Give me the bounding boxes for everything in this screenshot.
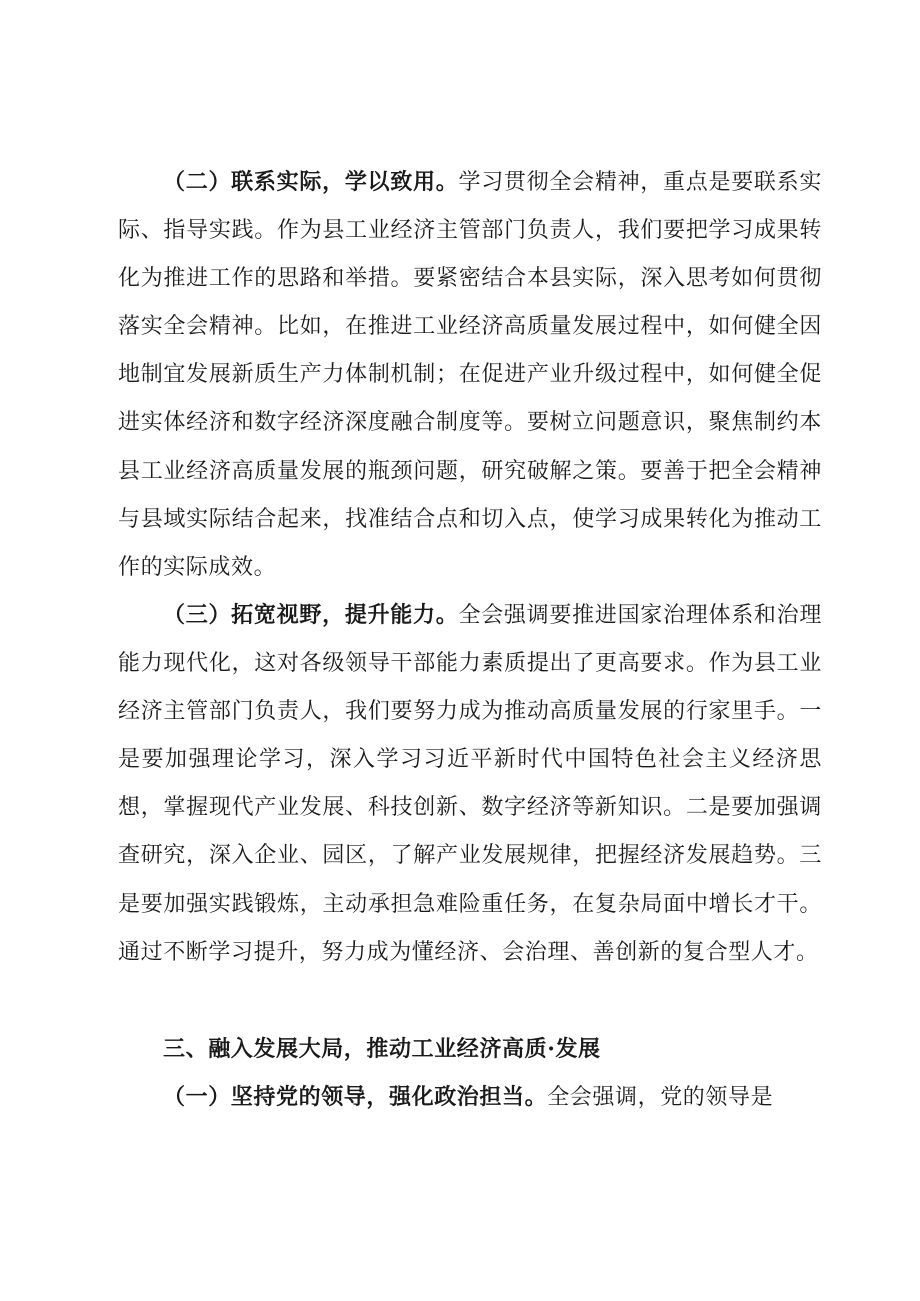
paragraph-link-to-practice: [118, 158, 822, 592]
paragraph-body-text: 全会强调，党的领导是: [547, 1085, 774, 1110]
paragraph-lead-heading: （一）坚持党的领导，强化政治担当。: [163, 1084, 548, 1110]
paragraph-lead-heading: （二）联系实际，学以致用。: [163, 169, 459, 195]
paragraph-party-leadership: [118, 1073, 822, 1122]
paragraph-body-text: 全会强调要推进国家治理体系和治理能力现代化，这对各级领导干部能力素质提出了更高要求。作为县工业经济主管部门负责人，我们要努力成为推动高质量发展的行家里手。一是要加强理论学习，深入学习习近平新时代中国特色社会主义经济思想，掌握现代产业发展、科技创新、数字经济等新知识。二是要加强调查研究，深入企业、园区，了解产业发展规律，把握经济发展趋势。三是要加强实践锻炼，主动承担急难险重任务，在复杂局面中增长才干。通过不断学习提升，努力成为懂经济、会治理、善创新的复合型人才。: [118, 603, 822, 965]
section-heading: 三、融入发展大局，推动工业经济高质·发展: [163, 1036, 601, 1062]
paragraph-broaden-horizons: [118, 591, 822, 977]
paragraph-lead-heading: （三）拓宽视野，提升能力。: [163, 602, 459, 628]
paragraph-body-text: 学习贯彻全会精神，重点是要联系实际、指导实践。作为县工业经济主管部门负责人，我们要把学习成果转化为推进工作的思路和举措。要紧密结合本县实际，深入思考如何贯彻落实全会精神。比如，在推进工业经济高质量发展过程中，如何健全因地制宜发展新质生产力体制机制；在促进产业升级过程中，如何健全促进实体经济和数字经济深度融合制度等。要树立问题意识，聚焦制约本县工业经济高质量发展的瓶颈问题，研究破解之策。要善于把全会精神与县域实际结合起来，找准结合点和切入点，使学习成果转化为推动工作的实际成效。: [118, 170, 822, 580]
